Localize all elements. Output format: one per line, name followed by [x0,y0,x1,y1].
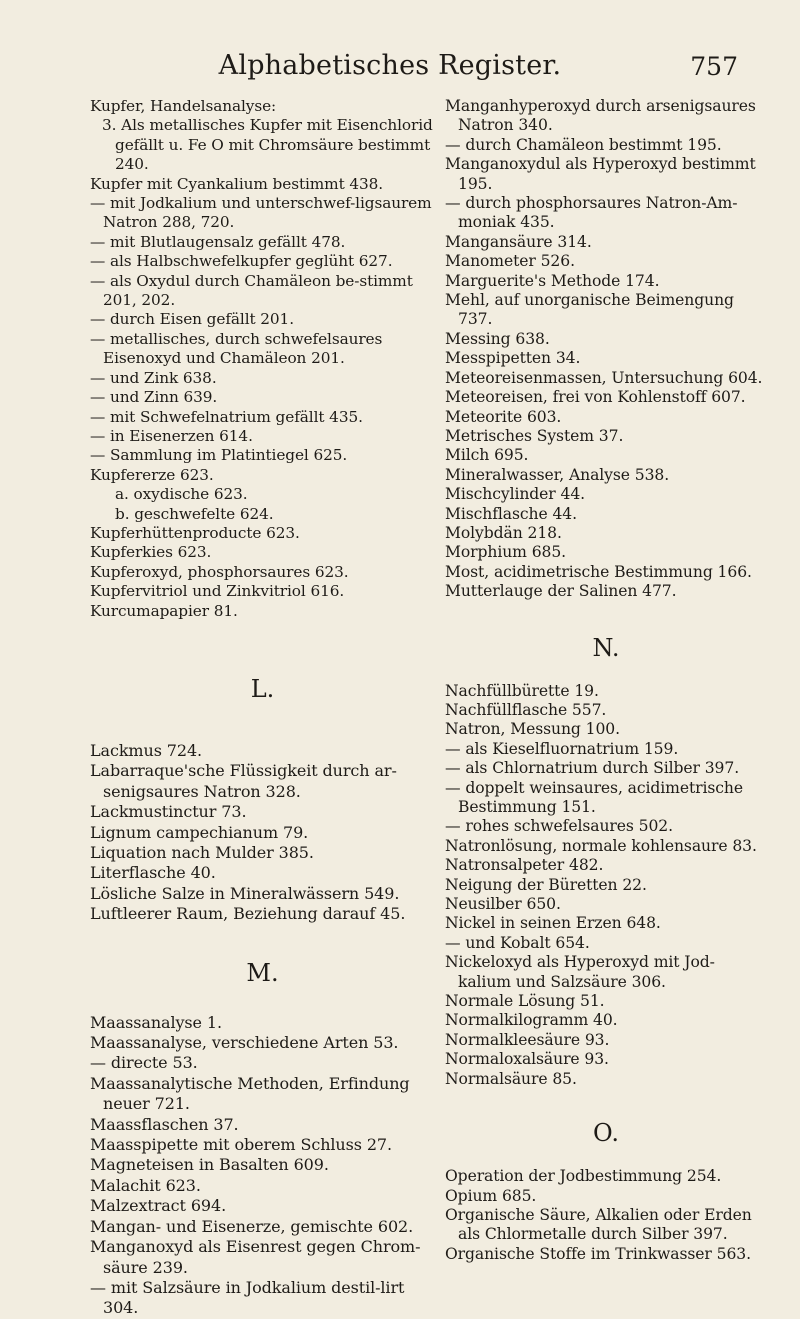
index-entry: Nickel in seinen Erzen 648. [445,914,661,933]
index-entry: — durch Chamäleon bestimmt 195. [445,135,722,154]
index-entry: — mit Jodkalium und unterschwef-ligsaurem Natron 288, 720. [90,194,432,232]
index-entry: Mineralwasser, Analyse 538. [445,465,670,484]
index-entry: — als Halbschwefelkupfer geglüht 627. [90,252,393,271]
page-header [0,50,800,90]
index-entry: Molybdän 218. [445,523,562,542]
index-entry: Messing 638. [445,329,550,348]
index-entry: Kupferhüttenproducte 623. [90,523,300,542]
index-entry: Nachfüllbürette 19. [445,681,599,700]
index-entry: Meteoreisenmassen, Untersuchung 604. [445,368,763,387]
index-entry: Mischcylinder 44. [445,485,586,504]
index-entry: — mit Schwefelnatrium gefällt 435. [90,407,363,426]
index-entry: Milch 695. [445,446,529,465]
index-entry: — in Eisenerzen 614. [90,426,253,445]
index-entry: Maassanalyse 1. [90,1012,222,1032]
index-entry: — als Kieselfluornatrium 159. [445,739,679,758]
index-entry: b. geschwefelte 624. [115,504,274,523]
index-entry: Mutterlauge der Salinen 477. [445,582,677,601]
index-entry: — mit Salzsäure in Jodkalium destil-lirt 304. [90,1277,405,1318]
section-letter-o: O. [593,1119,619,1148]
index-entry: Normalkilogramm 40. [445,1011,618,1030]
index-entry: Maassflaschen 37. [90,1114,239,1134]
index-entry: Organische Stoffe im Trinkwasser 563. [445,1244,751,1263]
index-entry: Organische Säure, Alkalien oder Erden als Chlormetalle durch Silber 397. [445,1205,752,1244]
index-entry: Magneteisen in Basalten 609. [90,1155,329,1175]
index-entry: Operation der Jodbestimmung 254. [445,1167,722,1186]
index-entry: Morphium 685. [445,543,567,562]
page-title: Alphabetisches Register. [218,50,562,81]
index-entry: — directe 53. [90,1053,198,1073]
index-entry: Metrisches System 37. [445,426,624,445]
index-entry: Mangansäure 314. [445,232,592,251]
index-entry: Neusilber 650. [445,895,561,914]
index-entry: — und Zinn 639. [90,388,218,407]
index-entry: — als Chlornatrium durch Silber 397. [445,759,740,778]
index-entry: Lignum campechianum 79. [90,822,309,842]
index-entry: Labarraque'sche Flüssigkeit durch ar-senigsaures Natron 328. [90,761,397,801]
index-entry: Kupferkies 623. [90,543,212,562]
index-entry: — rohes schwefelsaures 502. [445,817,673,836]
index-entry: — und Zink 638. [90,368,217,387]
index-entry: Maasspipette mit oberem Schluss 27. [90,1135,392,1155]
index-entry: — durch Eisen gefällt 201. [90,310,294,329]
section-letter-l: L. [250,674,275,703]
index-entry: Kurcumapapier 81. [90,601,238,620]
index-entry: Manganoxydul als Hyperoxyd bestimmt 195. [445,155,756,193]
index-entry: — metallisches, durch schwefelsaures Eisenoxyd und Chamäleon 201. [90,329,383,368]
index-entry: Malachit 623. [90,1175,201,1195]
index-entry: 3. Als metallisches Kupfer mit Eisenchlorid gefällt u. Fe O mit Chromsäure bestimmt 240. [102,116,433,174]
index-entry: Kupfer, Handelsanalyse: [90,97,277,115]
index-entry: Natronsalpeter 482. [445,856,604,875]
index-entry: Lackmus 724. [90,740,203,760]
index-entry: Mehl, auf unorganische Beimengung 737. [445,291,734,329]
index-entry: Nachfüllflasche 557. [445,700,607,719]
index-entry: Mischflasche 44. [445,504,577,523]
index-entry: Most, acidimetrische Bestimmung 166. [445,562,752,581]
index-entry: Neigung der Büretten 22. [445,875,647,894]
index-entry: — Sammlung im Platintiegel 625. [90,446,348,465]
index-entry: Manometer 526. [445,252,575,271]
index-entry: Marguerite's Methode 174. [445,271,660,290]
index-entry: Kupfervitriol und Zinkvitriol 616. [90,582,345,601]
index-entry: Kupfererze 623. [90,465,214,484]
index-entry: Natron, Messung 100. [445,720,620,739]
index-entry: Manganoxyd als Eisenrest gegen Chrom-säure 239. [90,1237,421,1277]
index-entry: Lackmustinctur 73. [90,802,247,822]
index-entry: Kupfer mit Cyankalium bestimmt 438. [90,174,384,193]
index-entry: — durch phosphorsaures Natron-Am-moniak 435. [445,194,738,232]
index-entry: Manganhyperoxyd durch arsenigsaures Natron 340. [445,97,756,135]
index-entry: Normalkleesäure 93. [445,1030,610,1049]
index-entry: Normale Lösung 51. [445,992,605,1011]
index-entry: Messpipetten 34. [445,349,581,368]
index-entry: Kupferoxyd, phosphorsaures 623. [90,562,349,581]
index-entry: Nickeloxyd als Hyperoxyd mit Jod-kalium und Salzsäure 306. [445,953,715,991]
index-entry: Luftleerer Raum, Beziehung darauf 45. [90,904,406,924]
index-entry: Lösliche Salze in Mineralwässern 549. [90,883,400,903]
page-number: 757 [690,52,738,81]
index-entry: Meteoreisen, frei von Kohlenstoff 607. [445,388,746,407]
index-entry: — doppelt weinsaures, acidimetrische Bestimmung 151. [445,778,743,816]
index-entry: a. oxydische 623. [115,485,248,504]
index-entry: — mit Blutlaugensalz gefällt 478. [90,232,346,251]
index-entry: Malzextract 694. [90,1196,227,1216]
index-entry: Opium 685. [445,1186,537,1205]
index-entry: — als Oxydul durch Chamäleon be-stimmt 201, 202. [90,271,413,310]
left-column [90,97,435,1319]
index-entry: Liquation nach Mulder 385. [90,843,314,862]
section-letter-n: N. [592,633,620,662]
index-entry: Maassanalyse, verschiedene Arten 53. [90,1033,399,1053]
index-entry: — und Kobalt 654. [445,933,590,952]
index-entry: Normaloxalsäure 93. [445,1050,609,1069]
index-entry: Natronlösung, normale kohlensaure 83. [445,836,757,855]
section-letter-m: M. [246,958,279,987]
index-entry: Meteorite 603. [445,407,562,426]
index-entry: Literflasche 40. [90,863,216,883]
index-entry: Normalsäure 85. [445,1069,577,1088]
right-column [445,97,767,1264]
index-entry: Mangan- und Eisenerze, gemischte 602. [90,1216,414,1236]
index-entry: Maassanalytische Methoden, Erfindung neuer 721. [90,1073,410,1114]
